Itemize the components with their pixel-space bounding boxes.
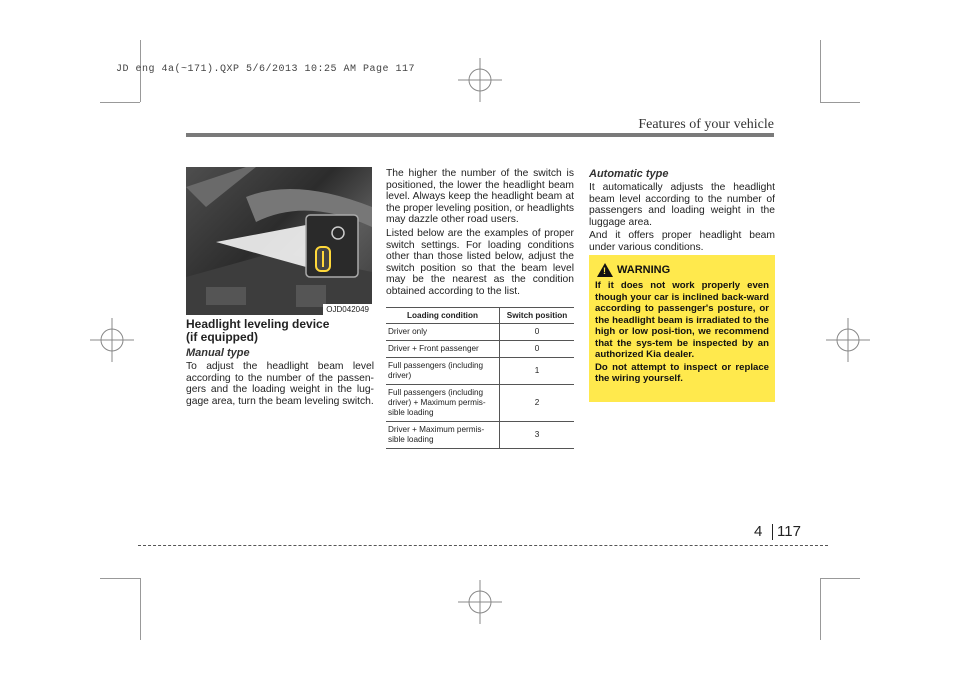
registration-mark-top <box>458 58 502 102</box>
table-cell-position: 0 <box>500 323 575 340</box>
crop-mark <box>100 578 140 579</box>
warning-text-1: If it does not work properly even though your car is inclined back-ward according to passenger's posture, or the headlight beam is irradiated to the high or low posi-tion, we recommend that the sys-tem be inspected by an authorized Kia dealer. <box>595 280 769 360</box>
table-header-row <box>386 307 574 323</box>
crop-mark <box>140 578 141 640</box>
table-cell-condition: Full passengers (including driver) <box>386 357 500 384</box>
table-cell-condition: Driver only <box>386 323 500 340</box>
paragraph-automatic: It automatically adjusts the headlight beam level according to the number of passengers and loading weight in the luggage area. <box>589 182 775 228</box>
warning-box <box>589 255 775 402</box>
table-cell-condition: Full passengers (including driver) + Maximum permis-sible loading <box>386 384 500 421</box>
dashboard-illustration <box>186 167 372 315</box>
table-row <box>386 384 574 421</box>
crop-mark <box>820 578 860 579</box>
table-row <box>386 421 574 448</box>
column-left <box>186 318 374 409</box>
paragraph-manual: To adjust the headlight beam level according to the number of the passen-gers and the loading weight in the lug-gage area, turn the beam leveling switch. <box>186 361 374 407</box>
warning-title: WARNING <box>617 264 671 276</box>
table-row <box>386 323 574 340</box>
paragraph-automatic-2: And it offers proper headlight beam under various conditions. <box>589 230 775 253</box>
table-row <box>386 357 574 384</box>
warning-text-2: Do not attempt to inspect or replace the wiring yourself. <box>595 361 769 384</box>
page-number-divider <box>772 524 773 540</box>
table-cell-position: 0 <box>500 340 575 357</box>
heading-line-2: (if equipped) <box>186 330 258 344</box>
print-header: JD eng 4a(~171).QXP 5/6/2013 10:25 AM Page 117 <box>116 64 416 75</box>
registration-mark-left <box>90 318 134 362</box>
photo-code: OJD042049 <box>323 304 372 315</box>
crop-mark <box>820 40 821 102</box>
table-cell-position: 2 <box>500 384 575 421</box>
crop-mark <box>820 578 821 640</box>
registration-mark-right <box>826 318 870 362</box>
column-middle <box>386 168 574 449</box>
table-cell-position: 1 <box>500 357 575 384</box>
subheading-automatic-type: Automatic type <box>589 168 669 180</box>
header-rule <box>186 133 774 137</box>
headlight-switch-photo <box>186 167 372 315</box>
table-cell-condition: Driver + Front passenger <box>386 340 500 357</box>
warning-triangle-icon: ! <box>597 263 613 277</box>
footer-dashed-line <box>138 545 828 546</box>
crop-mark <box>820 102 860 103</box>
table-header-condition: Loading condition <box>386 307 500 323</box>
registration-mark-bottom <box>458 580 502 624</box>
paragraph-examples: Listed below are the examples of proper switch settings. For loading conditions other than those listed below, adjust the switch position so that the beam level may be the nearest as the condition obtained according to the list. <box>386 227 574 297</box>
section-title: Features of your vehicle <box>638 117 774 132</box>
paragraph-switch-level: The higher the number of the switch is positioned, the lower the headlight beam level. Always keep the headlight beam at the proper leveling position, or headlights may dazzle other road users. <box>386 168 574 226</box>
subheading-manual-type: Manual type <box>186 347 250 359</box>
table-cell-position: 3 <box>500 421 575 448</box>
table-cell-condition: Driver + Maximum permis-sible loading <box>386 421 500 448</box>
table-row <box>386 340 574 357</box>
loading-table <box>386 307 574 449</box>
crop-mark <box>100 102 140 103</box>
heading-line-1: Headlight leveling device <box>186 317 330 331</box>
column-right <box>589 168 775 256</box>
heading-headlight-leveling <box>186 318 374 344</box>
table-header-position: Switch position <box>500 307 575 323</box>
page-chapter: 4 <box>754 523 763 540</box>
page-number: 117 <box>777 523 801 540</box>
